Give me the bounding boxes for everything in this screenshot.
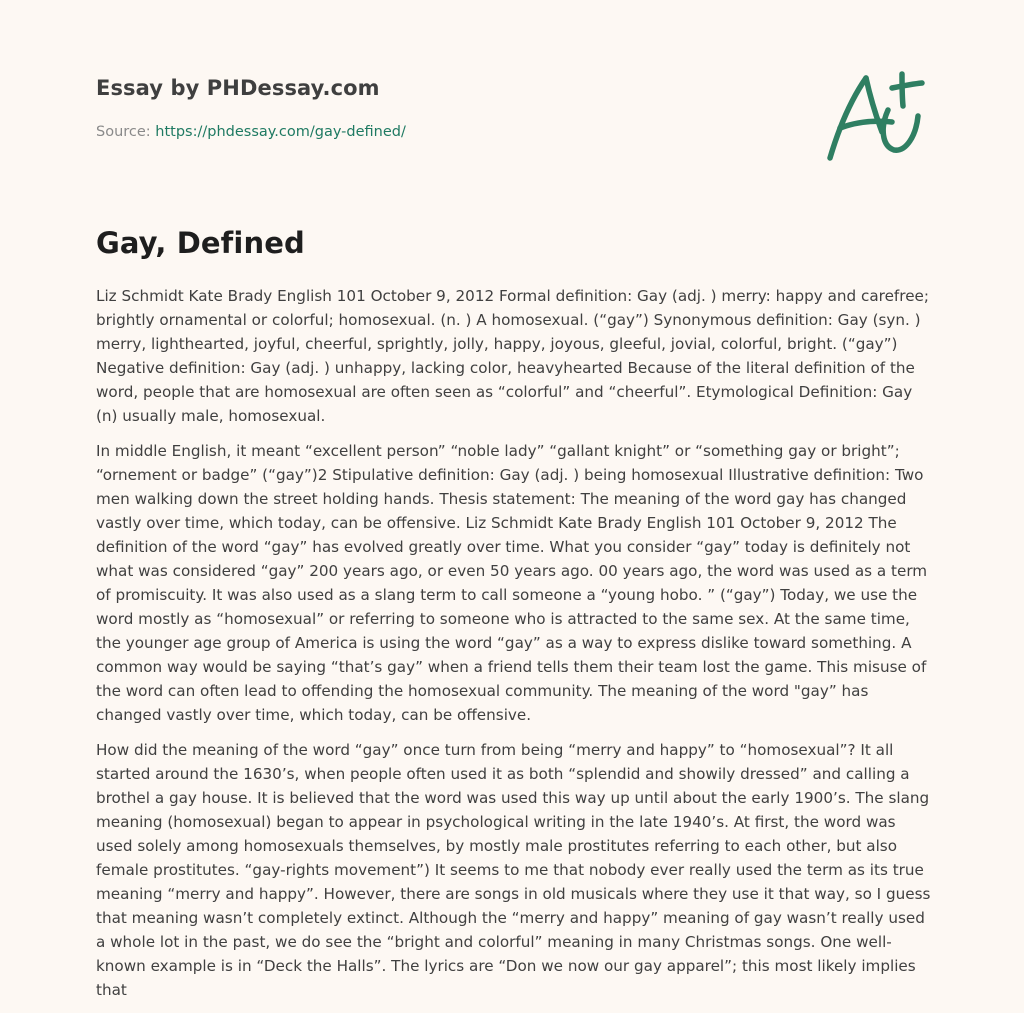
- article-paragraph: How did the meaning of the word “gay” once turn from being “merry and happy” to “homosexual”? It all started around the 1630’s, when people often used it as both “splendid and showily dressed” and calling a brothel a gay house. It is believed that the word was used this way up until about the early 1900’s. The slang meaning (homosexual) began to appear in psychological writing in the late 1940’s. At first, the word was used solely among homosexuals themselves, by mostly male prostitutes referring to each other, but also female prostitutes. “gay-rights movement”) It seems to me that nobody ever really used the term as its true meaning “merry and happy”. However, there are songs in old musicals where they use it that way, so I guess that meaning wasn’t completely extinct. Although the “merry and happy” meaning of gay wasn’t really used a whole lot in the past, we do see the “bright and colorful” meaning in many Christmas songs. One well-known example is in “Deck the Halls”. The lyrics are “Don we now our gay apparel”; this most likely implies that: [96, 741, 931, 999]
- article-paragraph: In middle English, it meant “excellent person” “noble lady” “gallant knight” or “something gay or bright”; “ornement or badge” (“gay”)2 Stipulative definition: Gay (adj. ) being homosexual Illustrative definition: Two men walking down the street holding hands. Thesis statement: The meaning of the word gay has changed vastly over time, which today, can be offensive. Liz Schmidt Kate Brady English 101 October 9, 2012 The definition of the word “gay” has evolved greatly over time. What you consider “gay” today is definitely not what was considered “gay” 200 years ago, or even 50 years ago. 00 years ago, the word was used as a term of promiscuity. It was also used as a slang term to call someone a “young hobo. ” (“gay”) Today, we use the word mostly as “homosexual” or referring to someone who is attracted to the same sex. At the same time, the younger age group of America is using the word “gay” as a way to express dislike toward something. A common way would be saying “that’s gay” when a friend tells them their team lost the game. This misuse of the word can often lead to offending the homosexual community. The meaning of the word "gay” has changed vastly over time, which today, can be offensive.: [96, 442, 928, 724]
- source-label: Source:: [96, 124, 151, 140]
- article-body: [96, 284, 934, 1013]
- article-paragraph: Liz Schmidt Kate Brady English 101 October 9, 2012 Formal definition: Gay (adj. ) merry: happy and carefree; brightly ornamental or colorful; homosexual. (n. ) A homosexual. (“gay”) Synonymous definition: Gay (syn. ) merry, lighthearted, joyful, cheerful, sprightly, jolly, happy, joyous, gleeful, jovial, colorful, bright. (“gay”) Negative definition: Gay (adj. ) unhappy, lacking color, heavyhearted Because of the literal definition of the word, people that are homosexual are often seen as “colorful” and “cheerful”. Etymological Definition: Gay (n) usually male, homosexual.: [96, 287, 929, 425]
- a-plus-logo-icon: [818, 66, 930, 166]
- page-title: Gay, Defined: [96, 226, 305, 260]
- site-title: Essay by PHDessay.com: [96, 76, 380, 100]
- source-link[interactable]: https://phdessay.com/gay-defined/: [155, 124, 406, 140]
- source-line: [96, 124, 406, 140]
